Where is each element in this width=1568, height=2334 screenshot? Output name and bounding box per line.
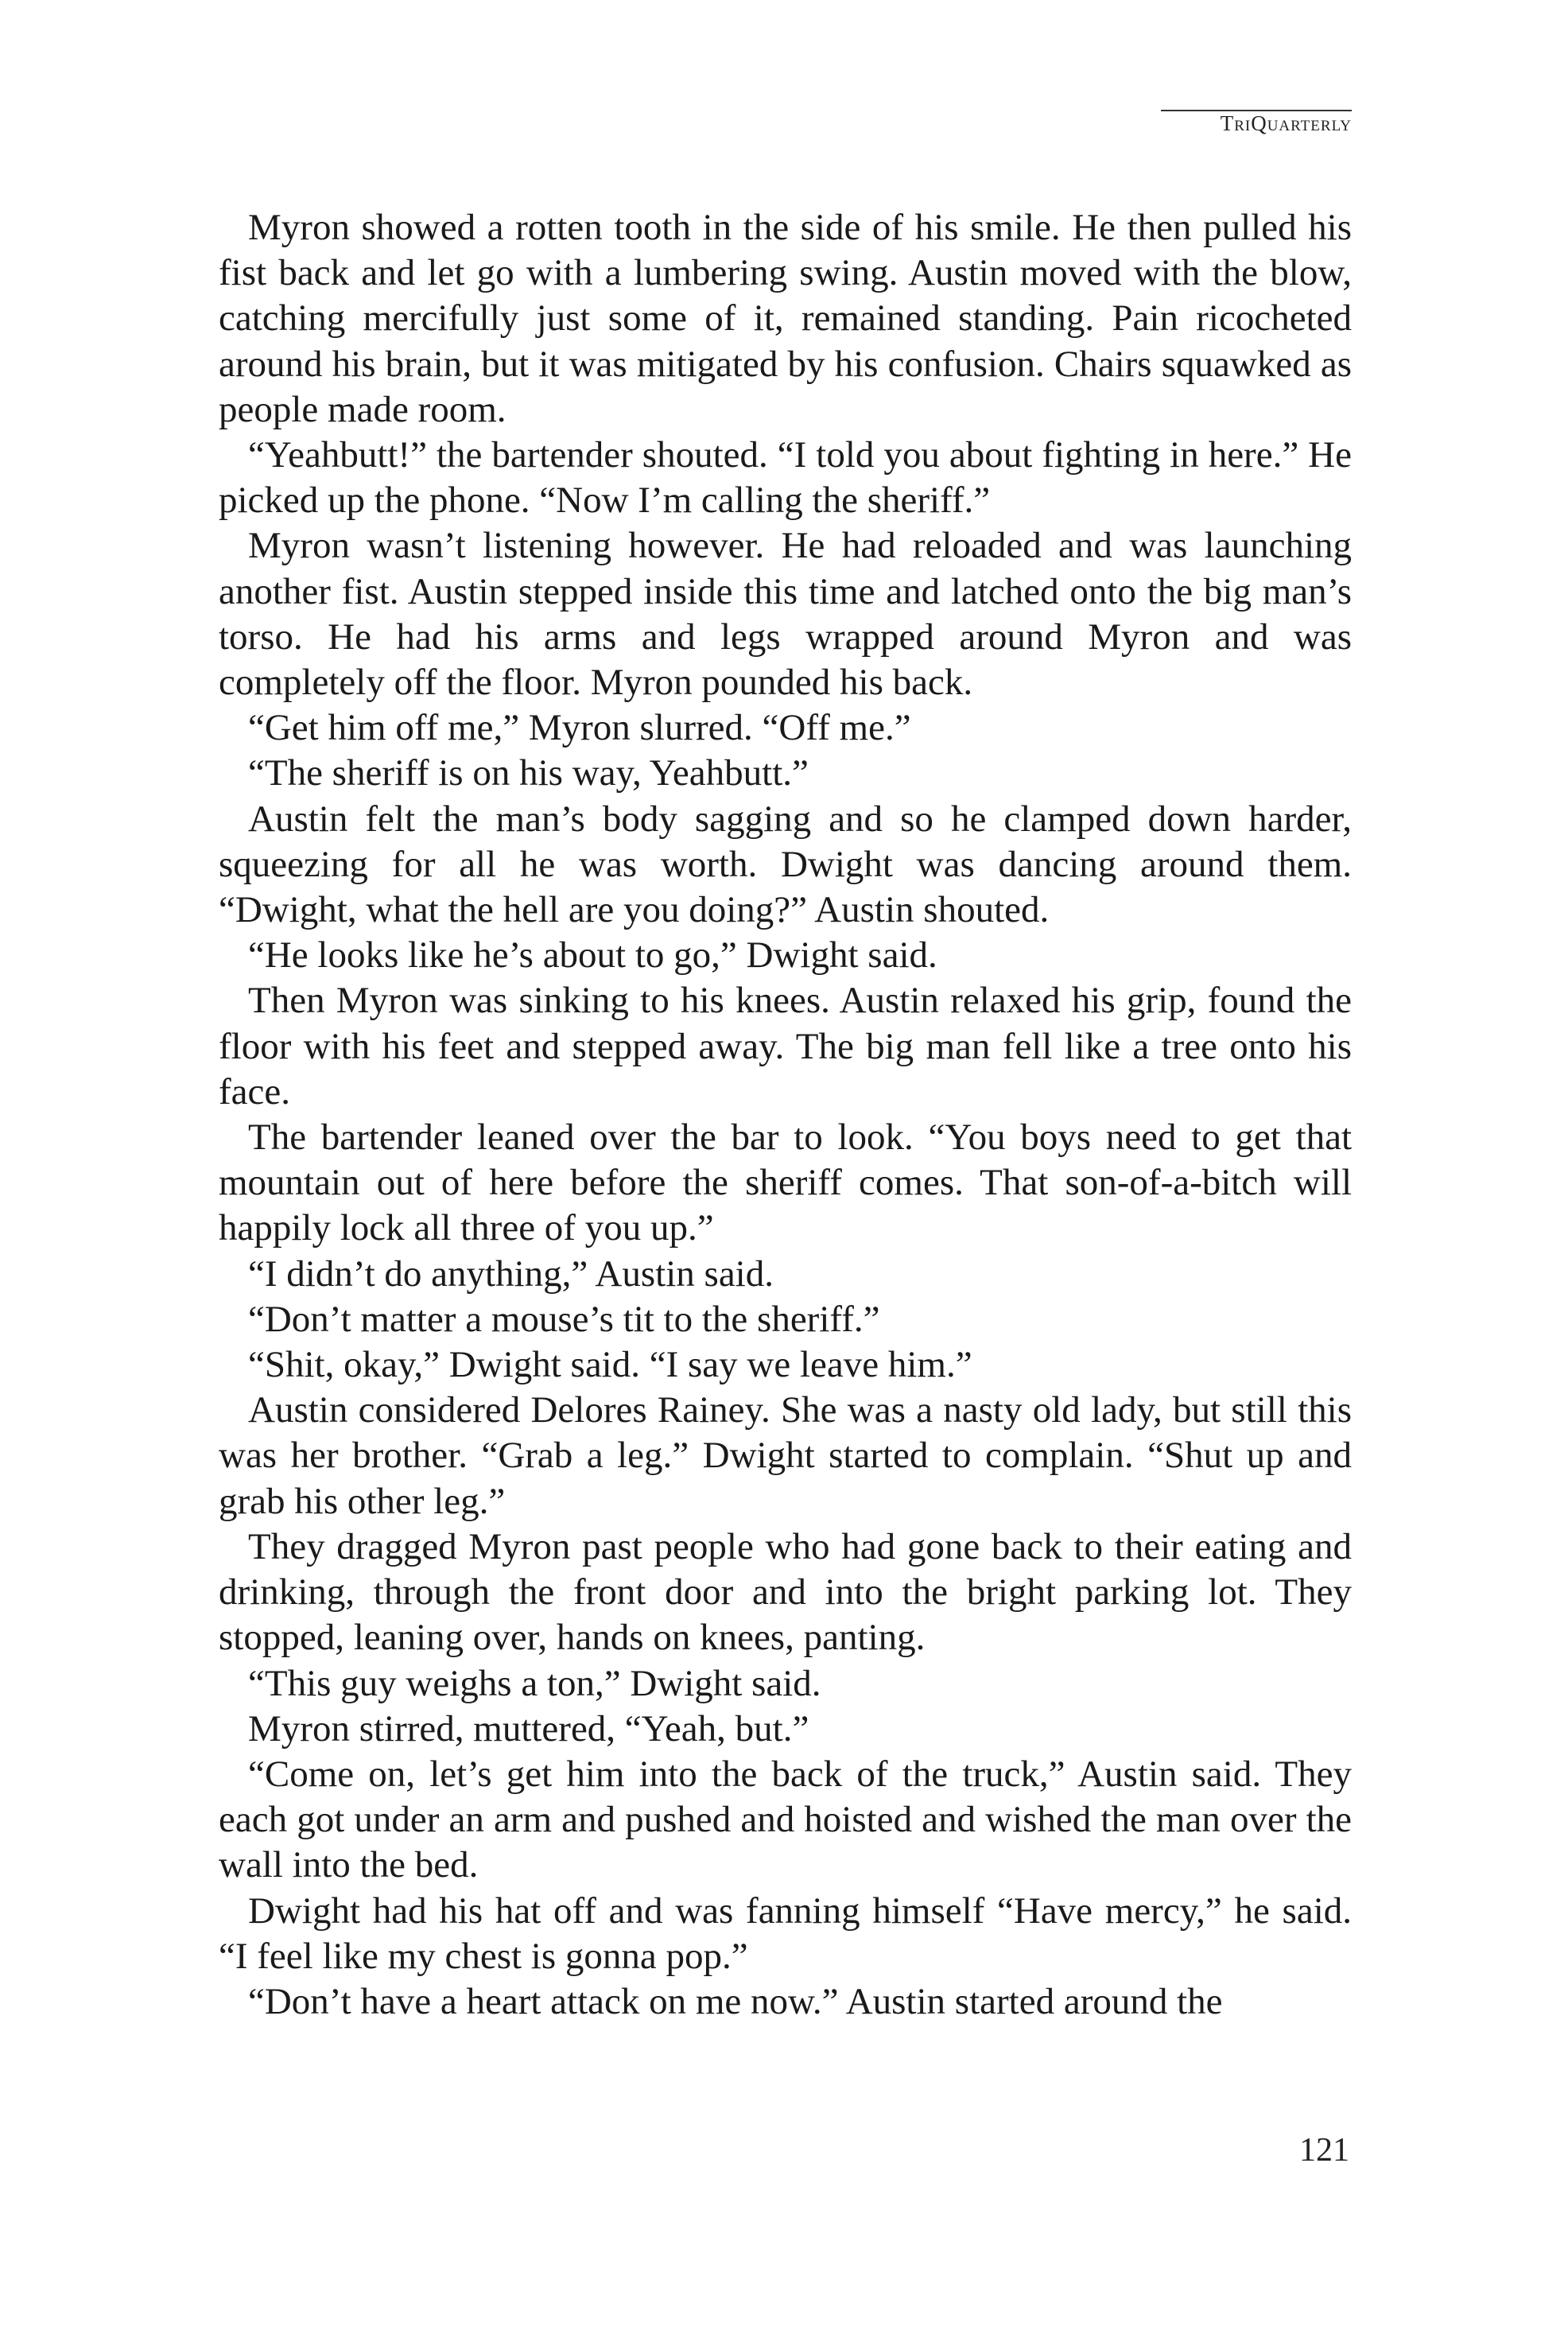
paragraph: They dragged Myron past people who had gone back to their eating and drinking, through the front door and into the bright parking lot. They stopped, leaning over, hands on knees, panting. — [219, 1525, 1352, 1659]
paragraph: “The sheriff is on his way, Yeahbutt.” — [248, 752, 809, 794]
body-text — [219, 205, 1352, 2025]
paragraph: Myron wasn’t listening however. He had reloaded and was launching another fist. Austin stepped inside this time and latched onto the big man’s torso. He had his arms and legs wrapped around Myron and was completely off the floor. Myron pounded his back. — [219, 525, 1352, 704]
paragraph: “He looks like he’s about to go,” Dwight said. — [248, 934, 937, 977]
paragraph: “I didn’t do anything,” Austin said. — [248, 1252, 774, 1295]
paragraph: “Shit, okay,” Dwight said. “I say we leave him.” — [248, 1344, 972, 1386]
paragraph: The bartender leaned over the bar to look. “You boys need to get that mountain out of here before the sheriff comes. That son-of-a-bitch will happily lock all three of you up.” — [219, 1117, 1352, 1249]
running-head: TriQuarterly — [1220, 111, 1352, 135]
paragraph: “This guy weighs a ton,” Dwight said. — [248, 1662, 821, 1704]
paragraph: “Don’t matter a mouse’s tit to the sheriff.” — [248, 1298, 880, 1340]
paragraph: Dwight had his hat off and was fanning himself “Have mercy,” he said. “I feel like my chest is gonna pop.” — [219, 1889, 1352, 1977]
paragraph: “Come on, let’s get him into the back of the truck,” Austin said. They each got under an arm and pushed and hoisted and wished the man over the wall into the bed. — [219, 1753, 1352, 1886]
paragraph: Myron showed a rotten tooth in the side of his smile. He then pulled his fist back and let go with a lumbering swing. Austin moved with the blow, catching mercifully just some of it, remained standing. Pain ricocheted around his brain, but it was mitigated by his confusion. Chairs squawked as people made room. — [219, 207, 1352, 430]
paragraph: Then Myron was sinking to his knees. Austin relaxed his grip, found the floor with his feet and stepped away. The big man fell like a tree onto his face. — [219, 980, 1352, 1113]
paragraph: “Get him off me,” Myron slurred. “Off me.” — [248, 707, 911, 749]
paragraph: Austin considered Delores Rainey. She was a nasty old lady, but still this was her brother. “Grab a leg.” Dwight started to complain. “Shut up and grab his other leg.” — [219, 1389, 1352, 1522]
paragraph: Austin felt the man’s body sagging and so he clamped down harder, squeezing for all he was worth. Dwight was dancing around them. “Dwight, what the hell are you doing?” Austin shouted. — [219, 798, 1352, 931]
paragraph: “Yeahbutt!” the bartender shouted. “I told you about fighting in here.” He picked up the phone. “Now I’m calling the sheriff.” — [219, 434, 1352, 522]
page-number: 121 — [1299, 2132, 1349, 2169]
paragraph: “Don’t have a heart attack on me now.” Austin started around the — [248, 1980, 1223, 2022]
paragraph: Myron stirred, muttered, “Yeah, but.” — [248, 1707, 809, 1750]
